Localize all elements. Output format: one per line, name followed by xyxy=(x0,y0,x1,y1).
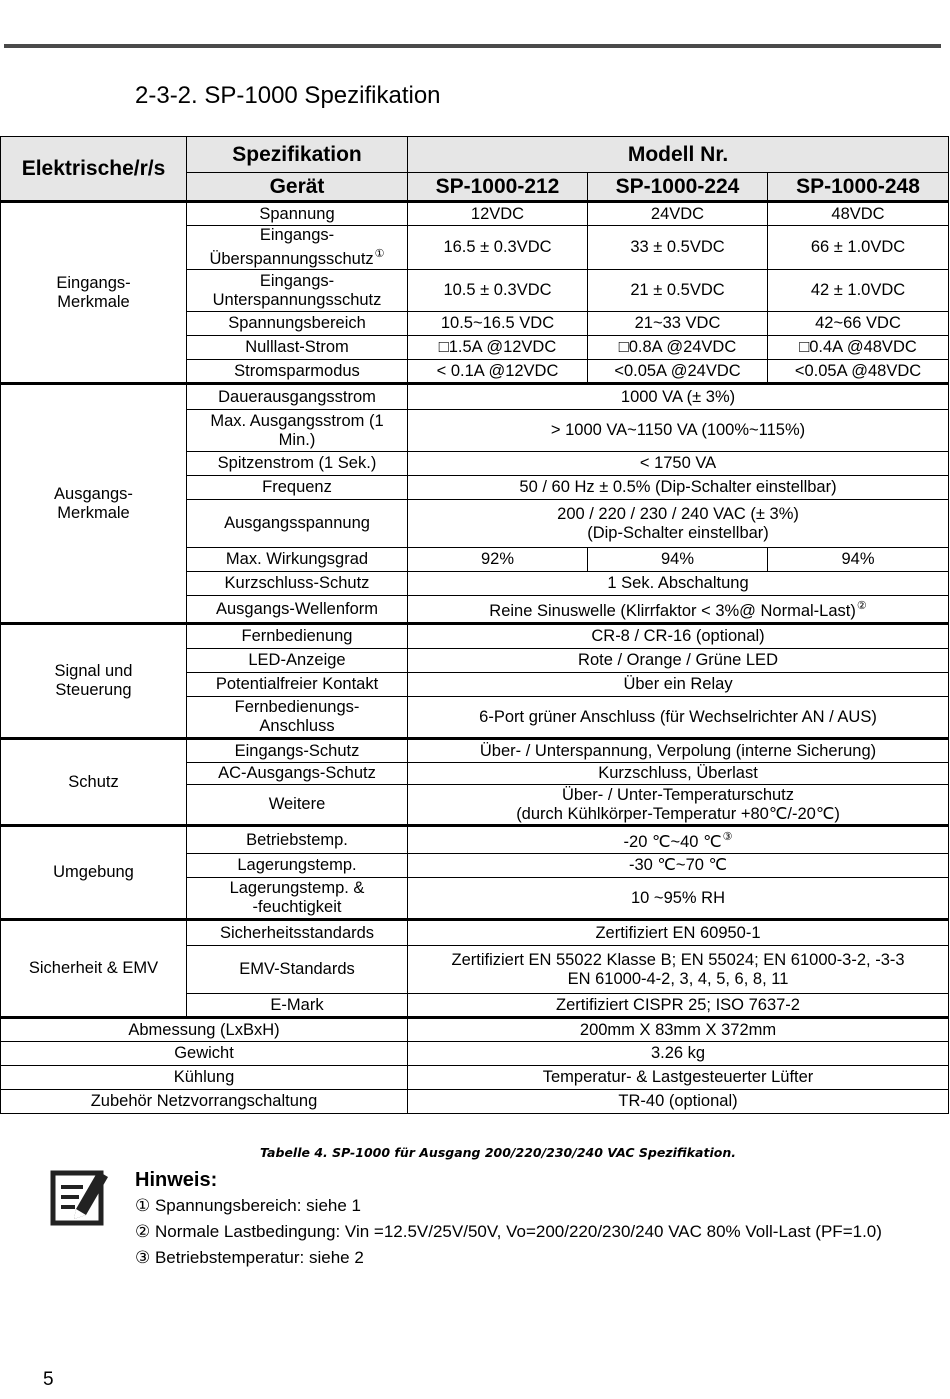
note-title: Hinweis: xyxy=(135,1169,218,1191)
spec-label-text: LED-Anzeige xyxy=(248,651,346,669)
spec-label xyxy=(187,854,408,878)
spec-value-text: 12VDC xyxy=(470,204,525,223)
spec-value-text: 6-Port grüner Anschluss (für Wechselrichter AN / AUS) xyxy=(479,707,877,726)
spec-label-text: Stromsparmodus xyxy=(234,361,360,380)
table-row xyxy=(1,1042,949,1066)
spec-label xyxy=(187,697,408,739)
header-spec xyxy=(187,137,408,173)
spec-value-text: Zertifiziert EN 55022 Klasse B; EN 55024; EN 61000-3-2, -3-3 EN 61000-4-2, 3, 4, 5, 6, 8, 11 xyxy=(451,950,905,988)
spec-label xyxy=(187,226,408,270)
note-item: ③ Betriebstemperatur: siehe 2 xyxy=(135,1248,364,1267)
header-model-number xyxy=(588,173,768,202)
spec-value-text: 16.5 ± 0.3VDC xyxy=(443,238,552,256)
spec-value xyxy=(408,785,949,826)
general-label xyxy=(1,1066,408,1090)
spec-label-text: Nulllast-Strom xyxy=(245,338,349,356)
spec-value xyxy=(408,548,588,572)
spec-label-text: Spannung xyxy=(259,204,335,223)
spec-label-text: Max. Wirkungsgrad xyxy=(225,550,369,568)
header-model-number-text: SP-1000-212 xyxy=(435,174,560,198)
spec-value-text: 42 ± 1.0VDC xyxy=(810,281,906,299)
spec-value-text: Rote / Orange / Grüne LED xyxy=(578,651,778,669)
spec-label-text: Betriebstemp. xyxy=(246,830,348,849)
spec-value-text: Reine Sinuswelle (Klirrfaktor < 3%@ Normal-Last) xyxy=(489,602,856,620)
spec-value-text: 66 ± 1.0VDC xyxy=(810,238,906,256)
group-title xyxy=(1,920,187,1018)
spec-label-text: Eingangs- Unterspannungsschutz xyxy=(212,271,382,309)
group-title xyxy=(1,202,187,384)
table-caption: Tabelle 4. SP-1000 für Ausgang 200/220/230/240 VAC Spezifikation. xyxy=(260,1145,736,1160)
spec-value-text: 50 / 60 Hz ± 0.5% (Dip-Schalter einstellbar) xyxy=(519,478,837,496)
spec-value-text: 24VDC xyxy=(650,204,705,223)
table-row xyxy=(1,202,949,226)
spec-label-text: Max. Ausgangsstrom (1 Min.) xyxy=(210,411,384,449)
footnote-marker: ② xyxy=(856,600,867,612)
spec-value-text: 10 ~95% RH xyxy=(631,888,726,907)
spec-value xyxy=(408,384,949,410)
header-model-number xyxy=(408,173,588,202)
spec-label xyxy=(187,785,408,826)
spec-value xyxy=(768,312,949,336)
general-value-text: 200mm X 83mm X 372mm xyxy=(579,1020,777,1039)
general-label-text: Abmessung (LxBxH) xyxy=(128,1020,280,1039)
spec-label-text: AC-Ausgangs-Schutz xyxy=(218,764,376,782)
table-row xyxy=(1,920,949,946)
spec-value xyxy=(588,270,768,312)
spec-value-text: <0.05A @48VDC xyxy=(794,361,922,380)
spec-label xyxy=(187,878,408,920)
spec-value xyxy=(588,360,768,384)
spec-value xyxy=(408,826,949,854)
general-label-text: Zubehör Netzvorrangschaltung xyxy=(90,1092,318,1110)
page-number: 5 xyxy=(43,1369,54,1390)
spec-value-text: Zertifiziert EN 60950-1 xyxy=(595,923,761,942)
spec-value-text: Über ein Relay xyxy=(623,675,733,693)
spec-value-text: 200 / 220 / 230 / 240 VAC (± 3%) (Dip-Schalter einstellbar) xyxy=(557,504,799,542)
group-title-text: Umgebung xyxy=(53,863,134,881)
spec-value xyxy=(408,572,949,596)
spec-label xyxy=(187,649,408,673)
spec-label xyxy=(187,548,408,572)
header-device xyxy=(187,173,408,202)
spec-value xyxy=(408,360,588,384)
spec-label-text: Spannungsbereich xyxy=(228,314,366,332)
group-title xyxy=(1,826,187,920)
spec-value xyxy=(408,596,949,624)
spec-value xyxy=(408,476,949,500)
spec-value-text: < 1750 VA xyxy=(639,454,717,472)
spec-label xyxy=(187,500,408,548)
spec-label xyxy=(187,763,408,785)
spec-label-text: Eingangs- Überspannungsschutz xyxy=(209,226,374,268)
header-model-number-text: SP-1000-224 xyxy=(615,174,740,198)
spec-label xyxy=(187,336,408,360)
spec-label xyxy=(187,410,408,452)
group-title xyxy=(1,384,187,624)
spec-label-text: Kurzschluss-Schutz xyxy=(224,574,370,592)
spec-value-text: Kurzschluss, Überlast xyxy=(598,764,758,782)
spec-label xyxy=(187,826,408,854)
spec-value-text: Über- / Unter-Temperaturschutz (durch Kühlkörper-Temperatur +80℃/-20℃) xyxy=(516,785,840,823)
spec-value-text: 10.5 ± 0.3VDC xyxy=(443,281,552,299)
general-value xyxy=(408,1090,949,1114)
spec-value xyxy=(588,312,768,336)
spec-label-text: Weitere xyxy=(268,795,326,813)
spec-label xyxy=(187,946,408,994)
spec-label-text: Ausgangsspannung xyxy=(224,514,370,532)
spec-value xyxy=(408,994,949,1018)
spec-value-text: 1000 VA (± 3%) xyxy=(620,387,736,406)
spec-value xyxy=(408,336,588,360)
spec-label-text: Lagerungstemp. xyxy=(237,856,357,874)
spec-label-text: E-Mark xyxy=(270,995,324,1014)
spec-value-text: 94% xyxy=(841,550,875,568)
spec-value xyxy=(408,270,588,312)
spec-value xyxy=(588,336,768,360)
spec-value xyxy=(408,410,949,452)
table-row xyxy=(1,1090,949,1114)
header-group xyxy=(1,137,187,202)
spec-label xyxy=(187,920,408,946)
header-model xyxy=(408,137,949,173)
table-row xyxy=(1,739,949,763)
spec-label xyxy=(187,270,408,312)
spec-label xyxy=(187,384,408,410)
spec-value xyxy=(408,624,949,649)
general-value-text: TR-40 (optional) xyxy=(618,1092,738,1110)
spec-value xyxy=(408,946,949,994)
group-title-text: Signal und Steuerung xyxy=(54,662,133,699)
spec-value-text: 10.5~16.5 VDC xyxy=(440,314,555,332)
table-row xyxy=(1,384,949,410)
spec-value-text: 21 ± 0.5VDC xyxy=(630,281,725,299)
spec-label xyxy=(187,994,408,1018)
general-label-text: Kühlung xyxy=(173,1068,235,1086)
footnote-marker: ① xyxy=(374,248,385,260)
table-row xyxy=(1,1018,949,1042)
spec-value-text: > 1000 VA~1150 VA (100%~115%) xyxy=(550,421,806,439)
spec-value xyxy=(588,202,768,226)
header-model-number xyxy=(768,173,949,202)
spec-label xyxy=(187,673,408,697)
header-model-number-text: SP-1000-248 xyxy=(796,174,920,198)
header-group-text: Elektrische/r/s xyxy=(21,156,166,180)
spec-value-text: 1 Sek. Abschaltung xyxy=(607,574,749,592)
spec-label-text: Fernbedienungs- Anschluss xyxy=(234,698,360,735)
general-label xyxy=(1,1090,408,1114)
general-label xyxy=(1,1018,408,1042)
spec-label xyxy=(187,360,408,384)
spec-label xyxy=(187,739,408,763)
spec-label-text: Dauerausgangsstrom xyxy=(218,387,376,406)
spec-label xyxy=(187,452,408,476)
spec-value xyxy=(408,226,588,270)
general-value xyxy=(408,1042,949,1066)
spec-value-text: □1.5A @12VDC xyxy=(438,338,557,356)
spec-label-text: Sicherheitsstandards xyxy=(219,923,375,942)
general-value-text: 3.26 kg xyxy=(650,1044,706,1062)
spec-value-text: □0.8A @24VDC xyxy=(618,338,737,356)
spec-label xyxy=(187,202,408,226)
spec-value-text: < 0.1A @12VDC xyxy=(436,361,559,380)
spec-value xyxy=(408,312,588,336)
spec-value xyxy=(408,697,949,739)
spec-value xyxy=(408,878,949,920)
table-row xyxy=(1,624,949,649)
group-title-text: Eingangs- Merkmale xyxy=(56,273,131,311)
group-title-text: Schutz xyxy=(68,772,119,791)
spec-value-text: 94% xyxy=(660,550,695,568)
general-value xyxy=(408,1018,949,1042)
spec-value-text: 42~66 VDC xyxy=(815,314,901,332)
general-value-text: Temperatur- & Lastgesteuerter Lüfter xyxy=(542,1068,814,1086)
spec-value-text: Zertifiziert CISPR 25; ISO 7637-2 xyxy=(556,995,800,1014)
spec-value-text: -20 ℃~40 ℃ xyxy=(623,833,722,851)
top-rule xyxy=(4,44,941,48)
general-value xyxy=(408,1066,949,1090)
spec-value xyxy=(768,360,949,384)
table-row xyxy=(1,826,949,854)
spec-value xyxy=(408,673,949,697)
spec-value-text: 33 ± 0.5VDC xyxy=(630,238,725,256)
spec-value xyxy=(408,854,949,878)
spec-value xyxy=(408,739,949,763)
header-device-text: Gerät xyxy=(269,174,325,198)
group-title xyxy=(1,624,187,739)
spec-value xyxy=(408,202,588,226)
spec-value-text: <0.05A @24VDC xyxy=(614,361,741,380)
spec-label xyxy=(187,624,408,649)
section-title: 2-3-2. SP-1000 Spezifikation xyxy=(135,82,441,109)
spec-label-text: Eingangs-Schutz xyxy=(234,741,360,760)
note-pencil-icon xyxy=(50,1165,110,1227)
spec-label-text: Spitzenstrom (1 Sek.) xyxy=(217,454,377,472)
spec-value xyxy=(408,920,949,946)
footnote-marker: ③ xyxy=(722,831,733,843)
header-spec-text: Spezifikation xyxy=(232,142,362,166)
group-title-text: Ausgangs- Merkmale xyxy=(54,484,133,522)
spec-label-text: Potentialfreier Kontakt xyxy=(215,675,379,693)
spec-value-text: 21~33 VDC xyxy=(634,314,721,332)
spec-value xyxy=(768,202,949,226)
note-block xyxy=(135,1167,915,1271)
general-label-text: Gewicht xyxy=(174,1044,234,1062)
spec-value xyxy=(408,763,949,785)
spec-value xyxy=(768,226,949,270)
spec-value xyxy=(408,649,949,673)
spec-table xyxy=(0,136,949,1114)
spec-label-text: Frequenz xyxy=(262,478,332,496)
spec-value xyxy=(588,548,768,572)
spec-label-text: Ausgangs-Wellenform xyxy=(215,599,379,618)
spec-value xyxy=(768,336,949,360)
spec-value-text: Über- / Unterspannung, Verpolung (interne Sicherung) xyxy=(479,741,877,760)
spec-label xyxy=(187,572,408,596)
spec-value-text: □0.4A @48VDC xyxy=(799,338,917,356)
spec-value xyxy=(768,548,949,572)
header-model-text: Modell Nr. xyxy=(627,142,729,166)
spec-label-text: EMV-Standards xyxy=(239,960,355,978)
general-label xyxy=(1,1042,408,1066)
note-item: ① Spannungsbereich: siehe 1 xyxy=(135,1196,362,1215)
spec-label-text: Fernbedienung xyxy=(241,627,353,645)
table-row xyxy=(1,1066,949,1090)
spec-value xyxy=(408,500,949,548)
spec-value-text: 92% xyxy=(480,550,515,568)
spec-value xyxy=(768,270,949,312)
spec-value xyxy=(588,226,768,270)
spec-value-text: CR-8 / CR-16 (optional) xyxy=(591,627,765,645)
spec-value xyxy=(408,452,949,476)
spec-label xyxy=(187,312,408,336)
group-title-text: Sicherheit & EMV xyxy=(28,959,159,977)
note-item: ② Normale Lastbedingung: Vin =12.5V/25V/50V, Vo=200/220/230/240 VAC 80% Voll-Last (PF=1.0) xyxy=(135,1222,882,1241)
spec-value-text: 48VDC xyxy=(831,204,885,223)
spec-label xyxy=(187,596,408,624)
spec-label xyxy=(187,476,408,500)
spec-label-text: Lagerungstemp. & -feuchtigkeit xyxy=(229,879,365,916)
group-title xyxy=(1,739,187,826)
spec-value-text: -30 ℃~70 ℃ xyxy=(628,856,728,874)
